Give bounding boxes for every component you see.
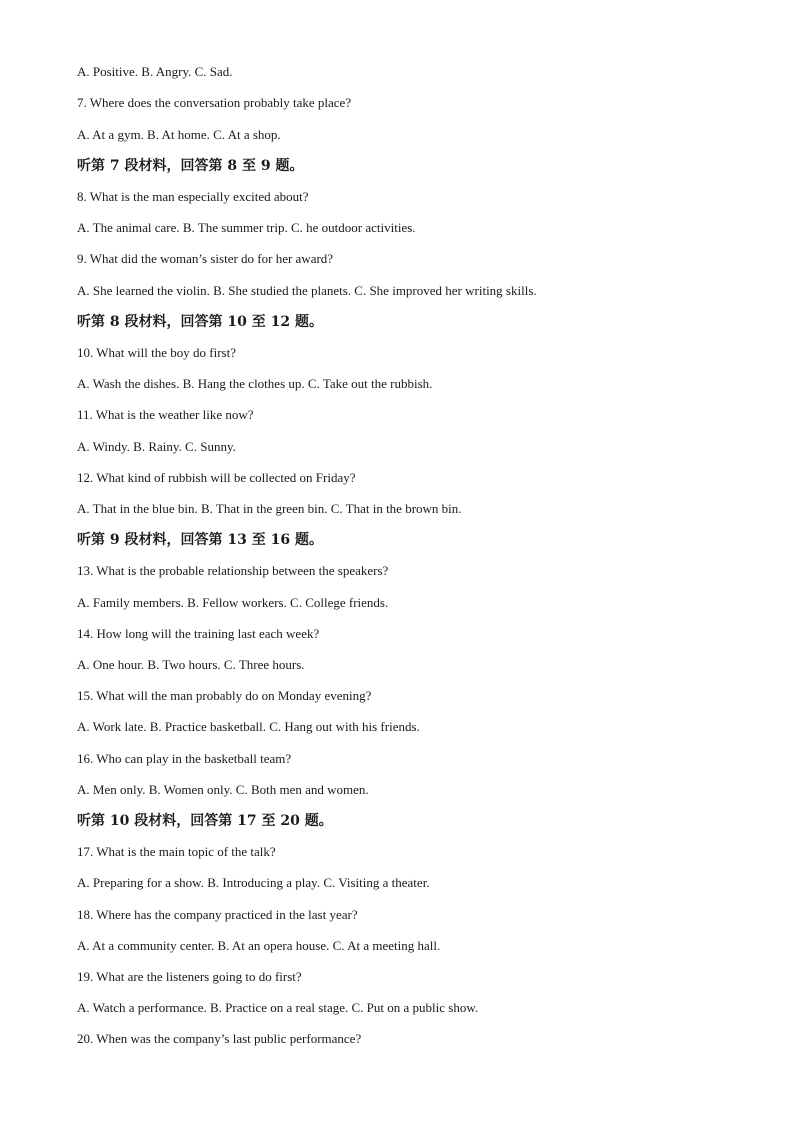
- answer-options-10: A. Wash the dishes. B. Hang the clothes up. C. Take out the rubbish.: [77, 376, 433, 391]
- question-15: 15. What will the man probably do on Monday evening?: [77, 688, 372, 703]
- question-19: 19. What are the listeners going to do first?: [77, 969, 302, 984]
- section-heading-8: 听第 8 段材料，回答第 10 至 12 题。: [77, 314, 323, 330]
- answer-options-13: A. Family members. B. Fellow workers. C. College friends.: [77, 595, 389, 610]
- question-20: 20. When was the company’s last public performance?: [77, 1031, 362, 1046]
- answer-options-8: A. The animal care. B. The summer trip. C. he outdoor activities.: [77, 220, 416, 235]
- question-14: 14. How long will the training last each week?: [77, 626, 320, 641]
- answer-options-15: A. Work late. B. Practice basketball. C. Hang out with his friends.: [77, 719, 420, 734]
- answer-options-14: A. One hour. B. Two hours. C. Three hours.: [77, 657, 305, 672]
- answer-options-19: A. Watch a performance. B. Practice on a real stage. C. Put on a public show.: [77, 1000, 479, 1015]
- answer-options-17: A. Preparing for a show. B. Introducing a play. C. Visiting a theater.: [77, 875, 430, 890]
- question-11: 11. What is the weather like now?: [77, 407, 254, 422]
- answer-options-12: A. That in the blue bin. B. That in the green bin. C. That in the brown bin.: [77, 501, 462, 516]
- answer-options-6: A. Positive. B. Angry. C. Sad.: [77, 64, 233, 79]
- answer-options-11: A. Windy. B. Rainy. C. Sunny.: [77, 439, 236, 454]
- section-heading-9: 听第 9 段材料，回答第 13 至 16 题。: [77, 532, 323, 548]
- question-9: 9. What did the woman’s sister do for her award?: [77, 251, 334, 266]
- answer-options-18: A. At a community center. B. At an opera house. C. At a meeting hall.: [77, 938, 441, 953]
- question-8: 8. What is the man especially excited about?: [77, 189, 309, 204]
- answer-options-9: A. She learned the violin. B. She studied the planets. C. She improved her writing skills.: [77, 283, 537, 298]
- answer-options-7: A. At a gym. B. At home. C. At a shop.: [77, 127, 281, 142]
- answer-options-16: A. Men only. B. Women only. C. Both men and women.: [77, 782, 369, 797]
- section-heading-10: 听第 10 段材料，回答第 17 至 20 题。: [77, 813, 333, 829]
- section-heading-7: 听第 7 段材料，回答第 8 至 9 题。: [77, 158, 304, 174]
- question-16: 16. Who can play in the basketball team?: [77, 751, 292, 766]
- question-18: 18. Where has the company practiced in the last year?: [77, 907, 358, 922]
- question-10: 10. What will the boy do first?: [77, 345, 236, 360]
- question-12: 12. What kind of rubbish will be collected on Friday?: [77, 470, 356, 485]
- question-17: 17. What is the main topic of the talk?: [77, 844, 276, 859]
- question-13: 13. What is the probable relationship between the speakers?: [77, 563, 389, 578]
- question-7: 7. Where does the conversation probably take place?: [77, 95, 352, 110]
